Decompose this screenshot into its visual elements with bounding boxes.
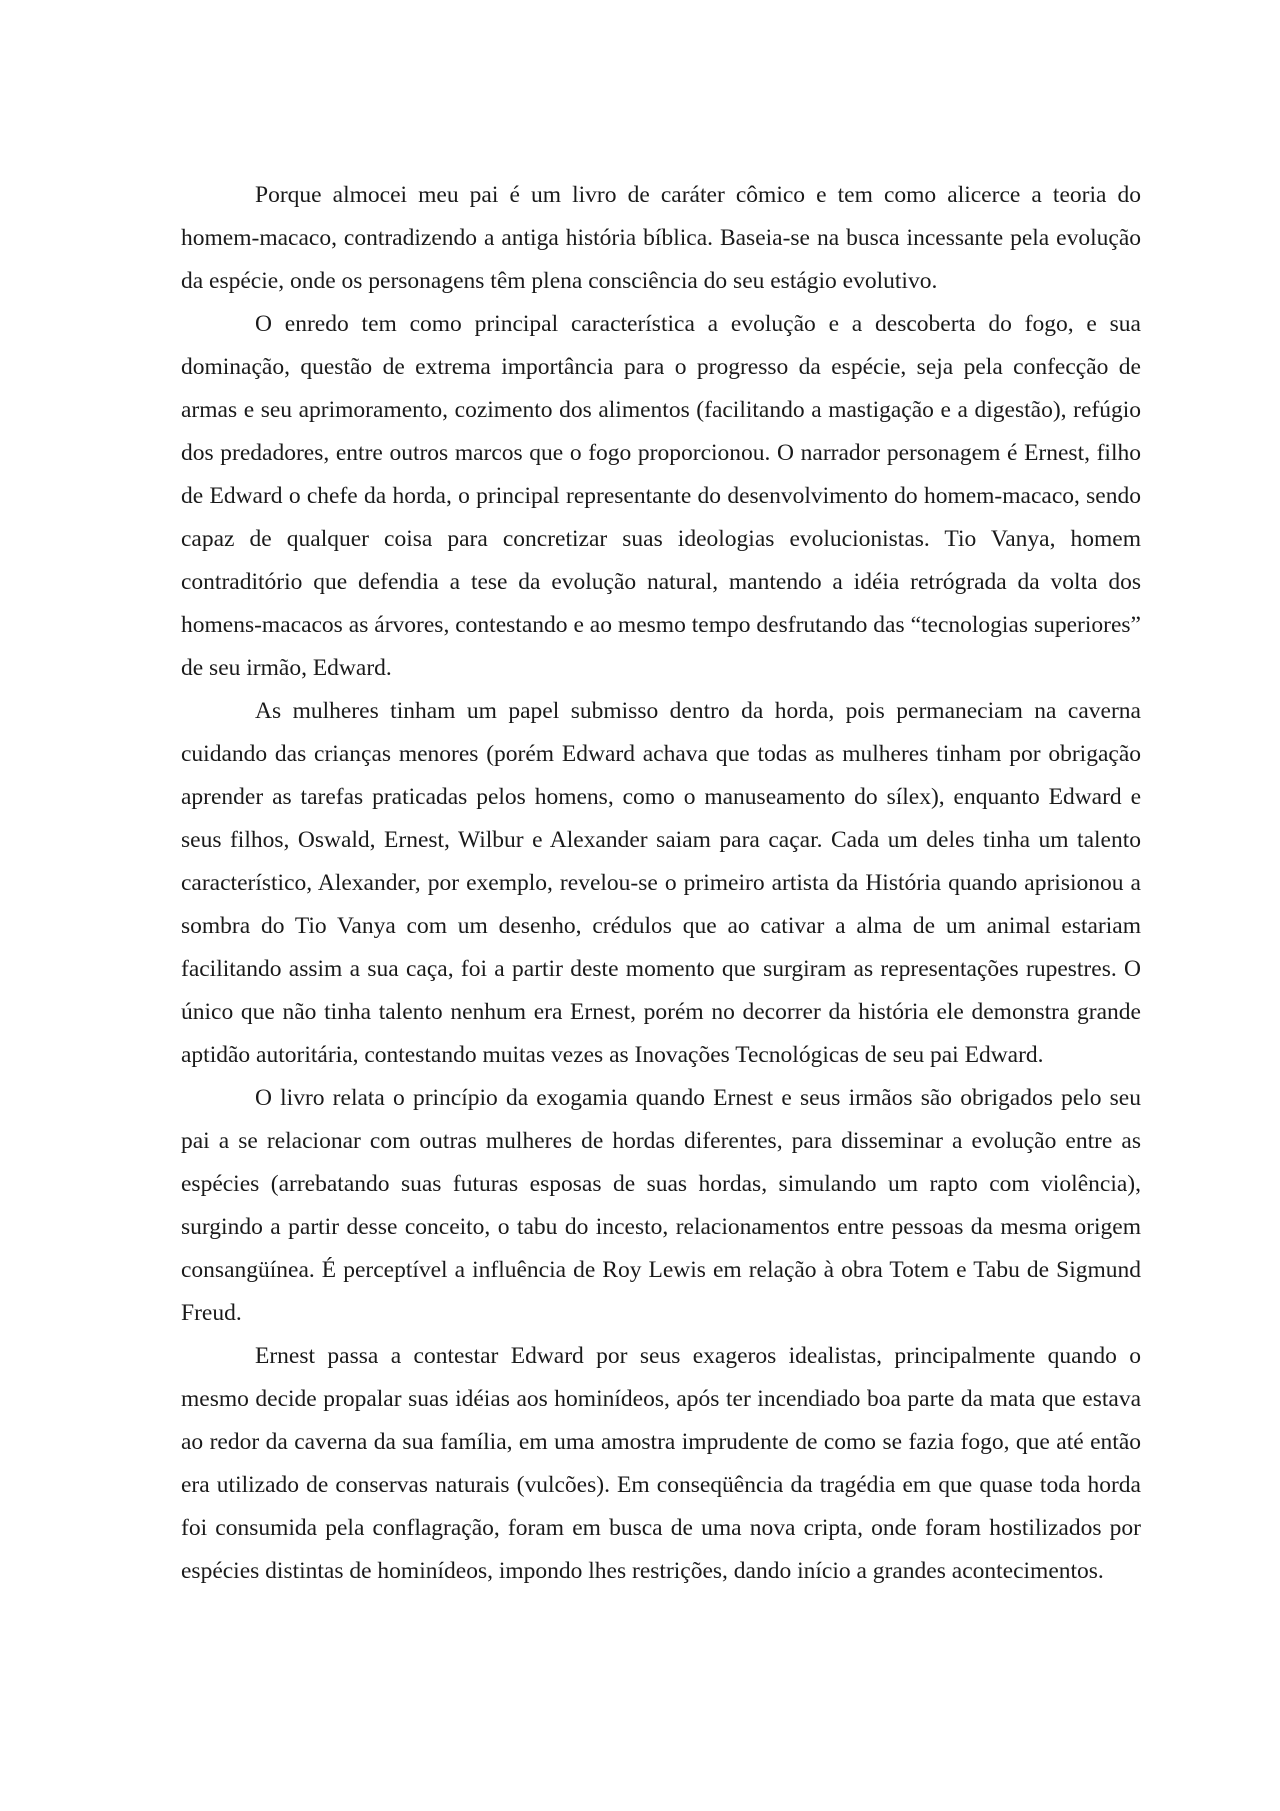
paragraph-1: Porque almocei meu pai é um livro de caráter cômico e tem como alicerce a teoria do homem-macaco, contradizendo a antiga história bíblica. Baseia-se na busca incessante pela evolução da espécie, onde os personagens têm plena consciência do seu estágio evolutivo. — [181, 182, 1141, 294]
paragraph-3: As mulheres tinham um papel submisso dentro da horda, pois permaneciam na caverna cuidando das crianças menores (porém Edward achava que todas as mulheres tinham por obrigação aprender as tarefas praticadas pelos homens, como o manuseamento do sílex), enquanto Edward e seus filhos, Oswald, Ernest, Wilbur e Alexander saiam para caçar. Cada um deles tinha um talento característico, Alexander, por exemplo, revelou-se o primeiro artista da História quando aprisionou a sombra do Tio Vanya com um desenho, crédulos que ao cativar a alma de um animal estariam facilitando assim a sua caça, foi a partir deste momento que surgiram as representações rupestres. O único que não tinha talento nenhum era Ernest, porém no decorrer da história ele demonstra grande aptidão autoritária, contestando muitas vezes as Inovações Tecnológicas de seu pai Edward. — [181, 698, 1141, 1068]
document-page — [181, 174, 1141, 1593]
paragraph-5: Ernest passa a contestar Edward por seus exageros idealistas, principalmente quando o mesmo decide propalar suas idéias aos hominídeos, após ter incendiado boa parte da mata que estava ao redor da caverna da sua família, em uma amostra imprudente de como se fazia fogo, que até então era utilizado de conservas naturais (vulcões). Em conseqüência da tragédia em que quase toda horda foi consumida pela conflagração, foram em busca de uma nova cripta, onde foram hostilizados por espécies distintas de hominídeos, impondo lhes restrições, dando início a grandes acontecimentos. — [181, 1343, 1141, 1584]
paragraph-4: O livro relata o princípio da exogamia quando Ernest e seus irmãos são obrigados pelo seu pai a se relacionar com outras mulheres de hordas diferentes, para disseminar a evolução entre as espécies (arrebatando suas futuras esposas de suas hordas, simulando um rapto com violência), surgindo a partir desse conceito, o tabu do incesto, relacionamentos entre pessoas da mesma origem consangüínea. É perceptível a influência de Roy Lewis em relação à obra Totem e Tabu de Sigmund Freud. — [181, 1085, 1141, 1326]
paragraph-2: O enredo tem como principal característica a evolução e a descoberta do fogo, e sua dominação, questão de extrema importância para o progresso da espécie, seja pela confecção de armas e seu aprimoramento, cozimento dos alimentos (facilitando a mastigação e a digestão), refúgio dos predadores, entre outros marcos que o fogo proporcionou. O narrador personagem é Ernest, filho de Edward o chefe da horda, o principal representante do desenvolvimento do homem-macaco, sendo capaz de qualquer coisa para concretizar suas ideologias evolucionistas. Tio Vanya, homem contraditório que defendia a tese da evolução natural, mantendo a idéia retrógrada da volta dos homens-macacos as árvores, contestando e ao mesmo tempo desfrutando das “tecnologias superiores” de seu irmão, Edward. — [181, 311, 1141, 681]
